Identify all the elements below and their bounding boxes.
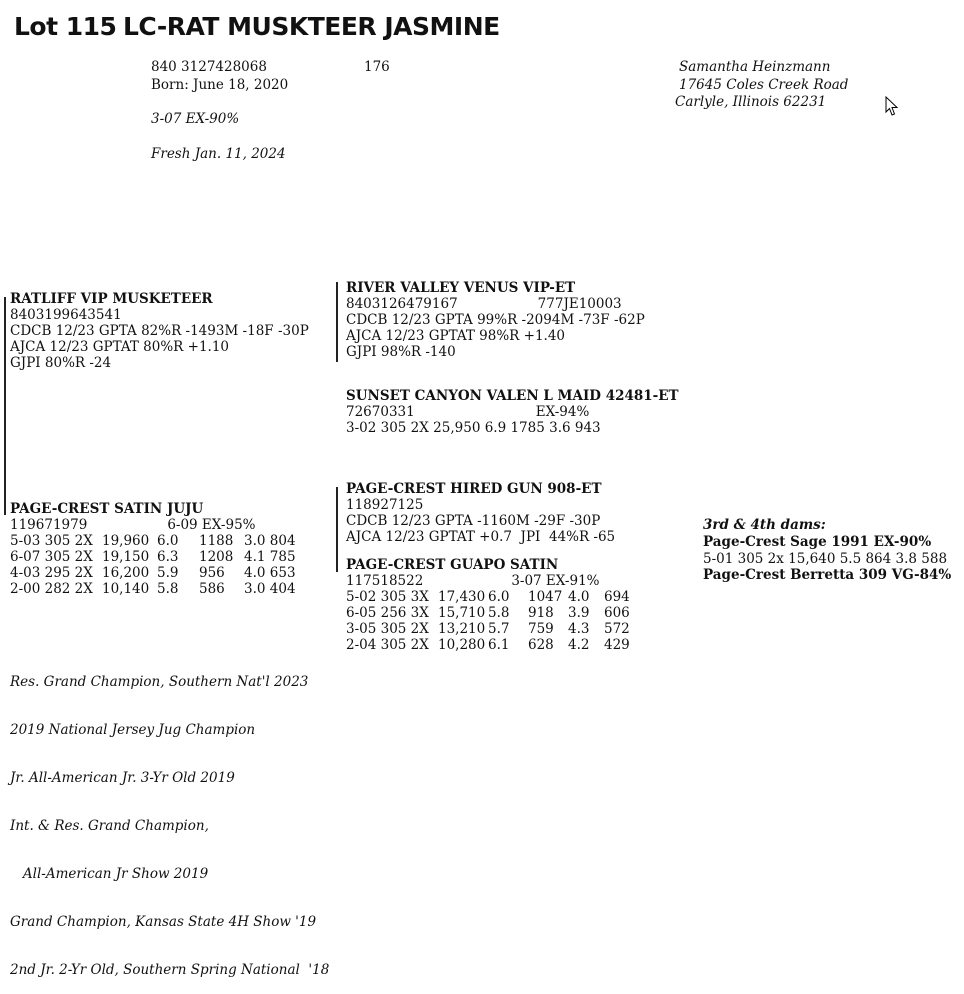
record-cell: 3.9 (568, 605, 590, 621)
animal-fresh-date: Fresh Jan. 11, 2024 (151, 146, 286, 162)
sire-sire-block (346, 280, 645, 360)
record-cell: 4.0 (568, 589, 590, 605)
record-cell: 1208 (199, 549, 234, 565)
sire-dam-reg: 72670331 (346, 404, 415, 420)
record-cell: 4.3 (568, 621, 590, 637)
record-row (10, 581, 304, 597)
record-cell: 4.2 (568, 637, 590, 653)
record-row (346, 637, 634, 653)
dam-sire-cdcb: CDCB 12/23 GPTA -1160M -29F -30P (346, 513, 601, 529)
sire-block (10, 291, 309, 371)
animal-name: LC-RAT MUSKTEER JASMINE (123, 12, 500, 41)
sire-dam-name: SUNSET CANYON VALEN L MAID 42481-ET (346, 388, 679, 404)
consignor-address: 17645 Coles Creek Road (679, 77, 849, 93)
honor-item: 2nd Jr. 2-Yr Old, Southern Spring National '18 (10, 962, 330, 978)
dam-sire-ajca: AJCA 12/23 GPTAT +0.7 JPI 44%R -65 (346, 529, 616, 545)
record-cell: 5-02 305 3X (346, 589, 429, 605)
record-row (10, 549, 304, 565)
record-cell: 6.0 (157, 533, 179, 549)
pedigree-line-left (4, 297, 6, 515)
record-row (10, 565, 304, 581)
dam-records-table (10, 533, 304, 597)
dam-dam-records-table (346, 589, 634, 653)
fourth-dam-name: Page-Crest Berretta 309 VG-84% (703, 567, 952, 583)
record-cell: 6.0 (488, 589, 510, 605)
dam-sire-reg: 118927125 (346, 497, 424, 513)
record-cell: 429 (604, 637, 630, 653)
dam-dam-class: 3-07 EX-91% (511, 573, 600, 589)
record-cell: 2-04 305 2X (346, 637, 429, 653)
honor-item: Jr. All-American Jr. 3-Yr Old 2019 (10, 770, 235, 786)
sire-dam-record: 3-02 305 2X 25,950 6.9 1785 3.6 943 (346, 420, 601, 436)
animal-classification: 3-07 EX-90% (151, 111, 240, 127)
record-cell: 572 (604, 621, 630, 637)
record-cell: 628 (528, 637, 554, 653)
dam-reg: 119671979 (10, 517, 88, 533)
record-cell: 16,200 (102, 565, 150, 581)
honor-item: Int. & Res. Grand Champion, (10, 818, 209, 834)
lot-number: Lot 115 (14, 12, 117, 41)
record-cell: 5.7 (488, 621, 510, 637)
sire-cdcb: CDCB 12/23 GPTA 82%R -1493M -18F -30P (10, 323, 309, 339)
further-dams-block (703, 517, 951, 583)
sire-name: RATLIFF VIP MUSKETEER (10, 291, 213, 307)
consignor-city: Carlyle, Illinois 62231 (675, 94, 827, 110)
record-cell: 5-03 305 2X (10, 533, 93, 549)
sire-dam-block (346, 388, 679, 436)
animal-reg-number: 840 3127428068 (151, 59, 267, 75)
record-cell: 19,150 (102, 549, 150, 565)
record-cell: 10,280 (438, 637, 486, 653)
dam-sire-block (346, 481, 615, 545)
sire-sire-name: RIVER VALLEY VENUS VIP-ET (346, 280, 576, 296)
dam-block (10, 501, 304, 597)
record-cell: 15,710 (438, 605, 486, 621)
sire-sire-gjpi: GJPI 98%R -140 (346, 344, 456, 360)
record-row (346, 589, 634, 605)
record-cell: 3.0 804 (244, 533, 296, 549)
honor-item: Grand Champion, Kansas State 4H Show '19 (10, 914, 317, 930)
record-cell: 6-05 256 3X (346, 605, 429, 621)
dam-dam-block (346, 557, 634, 653)
pedigree-line-dam (336, 487, 338, 572)
record-cell: 956 (199, 565, 225, 581)
pedigree-line-sire (336, 282, 338, 362)
honor-item: Res. Grand Champion, Southern Nat'l 2023 (10, 674, 309, 690)
sire-ajca: AJCA 12/23 GPTAT 80%R +1.10 (10, 339, 229, 355)
record-row (10, 533, 304, 549)
sire-sire-ajca: AJCA 12/23 GPTAT 98%R +1.40 (346, 328, 565, 344)
sire-sire-reg: 8403126479167 (346, 296, 458, 312)
sire-dam-class: EX-94% (535, 404, 590, 420)
dam-name: PAGE-CREST SATIN JUJU (10, 501, 204, 517)
record-cell: 13,210 (438, 621, 486, 637)
honor-item: All-American Jr Show 2019 (10, 866, 209, 882)
record-cell: 3-05 305 2X (346, 621, 429, 637)
sire-sire-code: 777JE10003 (537, 296, 622, 312)
animal-born: Born: June 18, 2020 (151, 77, 289, 93)
dam-class: 6-09 EX-95% (167, 517, 256, 533)
dam-dam-reg: 117518522 (346, 573, 424, 589)
dam-sire-name: PAGE-CREST HIRED GUN 908-ET (346, 481, 602, 497)
sire-sire-cdcb: CDCB 12/23 GPTA 99%R -2094M -73F -62P (346, 312, 645, 328)
record-cell: 17,430 (438, 589, 486, 605)
honors-list (10, 642, 329, 994)
record-cell: 1188 (199, 533, 234, 549)
record-row (346, 621, 634, 637)
record-cell: 918 (528, 605, 554, 621)
record-cell: 5.8 (488, 605, 510, 621)
record-cell: 10,140 (102, 581, 150, 597)
record-cell: 5.8 (157, 581, 179, 597)
record-cell: 759 (528, 621, 554, 637)
record-cell: 586 (199, 581, 225, 597)
record-cell: 4-03 295 2X (10, 565, 93, 581)
consignor-name: Samantha Heinzmann (679, 59, 831, 75)
dam-dam-name: PAGE-CREST GUAPO SATIN (346, 557, 559, 573)
record-cell: 6.3 (157, 549, 179, 565)
record-cell: 6.1 (488, 637, 510, 653)
third-dam-record: 5-01 305 2x 15,640 5.5 864 3.8 588 (703, 551, 948, 567)
mouse-pointer-icon (885, 96, 899, 117)
record-cell: 4.1 785 (244, 549, 296, 565)
record-cell: 3.0 404 (244, 581, 296, 597)
record-cell: 19,960 (102, 533, 150, 549)
record-cell: 2-00 282 2X (10, 581, 93, 597)
animal-id-number: 176 (364, 59, 390, 75)
record-cell: 694 (604, 589, 630, 605)
record-cell: 5.9 (157, 565, 179, 581)
honor-item: 2019 National Jersey Jug Champion (10, 722, 256, 738)
record-row (346, 605, 634, 621)
sire-reg: 8403199643541 (10, 307, 122, 323)
further-dams-heading: 3rd & 4th dams: (703, 517, 826, 533)
record-cell: 1047 (528, 589, 563, 605)
record-cell: 606 (604, 605, 630, 621)
sire-gjpi: GJPI 80%R -24 (10, 355, 112, 371)
third-dam-name: Page-Crest Sage 1991 EX-90% (703, 534, 932, 550)
record-cell: 4.0 653 (244, 565, 296, 581)
record-cell: 6-07 305 2X (10, 549, 93, 565)
